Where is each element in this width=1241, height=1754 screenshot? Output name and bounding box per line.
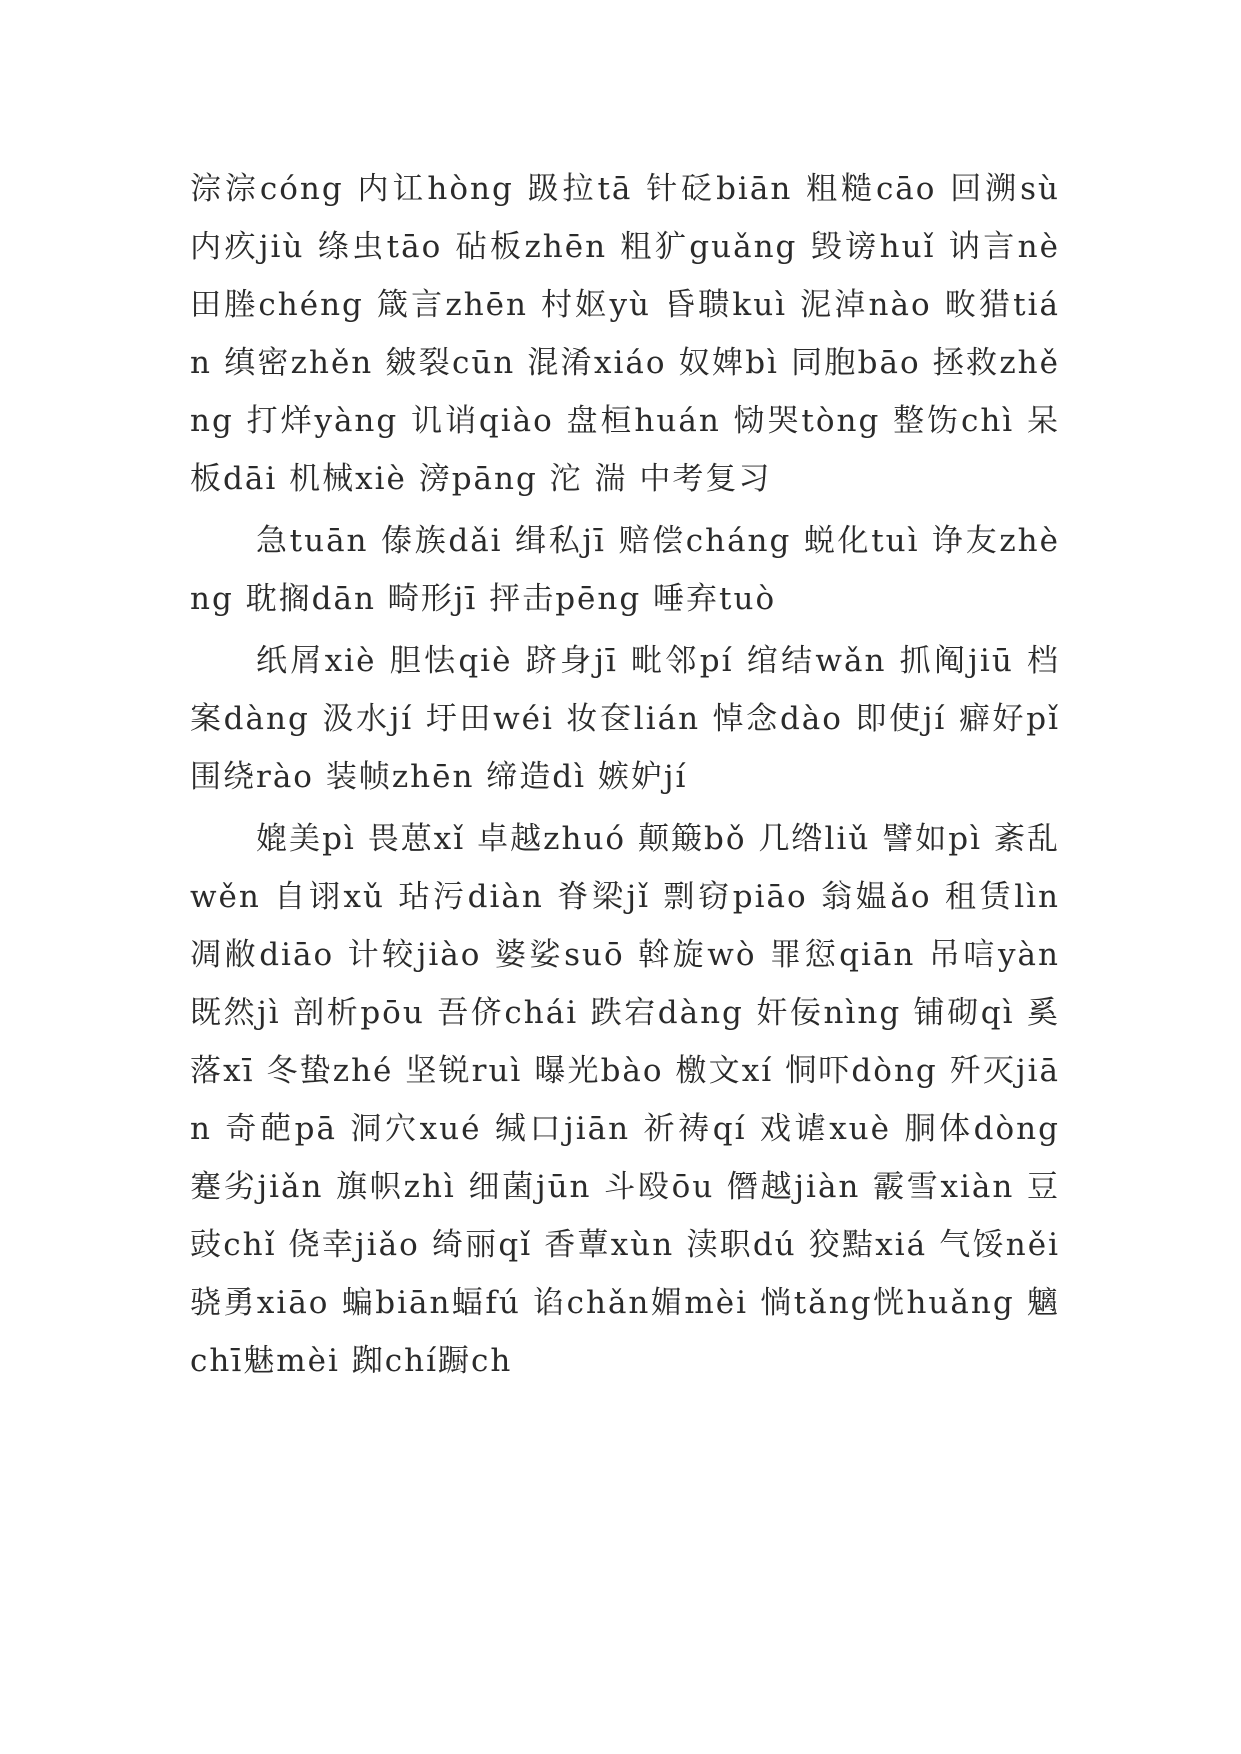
paragraph-2: 急tuān 傣族dǎi 缉私jī 赔偿cháng 蜕化tuì 诤友zhèng 耽搁dān 畸形jī 抨击pēng 唾弃tuò bbox=[190, 523, 1060, 617]
document-body bbox=[190, 160, 1060, 1390]
paragraph-1: 淙淙cóng 内讧hòng 趿拉tā 针砭biān 粗糙cāo 回溯sù 内疚jiù 绦虫tāo 砧板zhēn 粗犷guǎng 毁谤huǐ 讷言nè 田塍chéng 箴言zhēn 村妪yù 昏聩kuì 泥淖nào 畋猎tián 缜密zhěn 皴裂cūn 混淆xiáo 奴婢bì 同胞bāo 拯救zhěng 打烊yàng 讥诮qiào 盘桓huán 恸哭tòng 整饬chì 呆板dāi 机械xiè 滂pāng 沱 湍 中考复习 bbox=[190, 171, 1060, 497]
paragraph-4: 媲美pì 畏葸xǐ 卓越zhuó 颠簸bǒ 几绺liǔ 譬如pì 紊乱wěn 自诩xǔ 玷污diàn 脊梁jǐ 剽窃piāo 翁媪ǎo 租赁lìn 凋敝diāo 计较jiào 婆娑suō 斡旋wò 罪愆qiān 吊唁yàn 既然jì 剖析pōu 吾侪chái 跌宕dàng 奸佞nìng 铺砌qì 奚落xī 冬蛰zhé 坚锐ruì 曝光bào 檄文xí 恫吓dòng 歼灭jiān 奇葩pā 洞穴xué 缄口jiān 祈祷qí 戏谑xuè 胴体dòng 蹇劣jiǎn 旗帜zhì 细菌jūn 斗殴ōu 僭越jiàn 霰雪xiàn 豆豉chǐ 侥幸jiǎo 绮丽qǐ 香蕈xùn 渎职dú 狡黠xiá 气馁něi 骁勇xiāo 蝙biān蝠fú 谄chǎn媚mèi 惝tǎng恍huǎng 魑chī魅mèi 踟chí蹰ch bbox=[190, 821, 1060, 1379]
paragraph-3: 纸屑xiè 胆怯qiè 跻身jī 毗邻pí 绾结wǎn 抓阄jiū 档案dàng 汲水jí 圩田wéi 妆奁lián 悼念dào 即使jí 癖好pǐ 围绕rào 装帧zhēn 缔造dì 嫉妒jí bbox=[190, 643, 1060, 795]
